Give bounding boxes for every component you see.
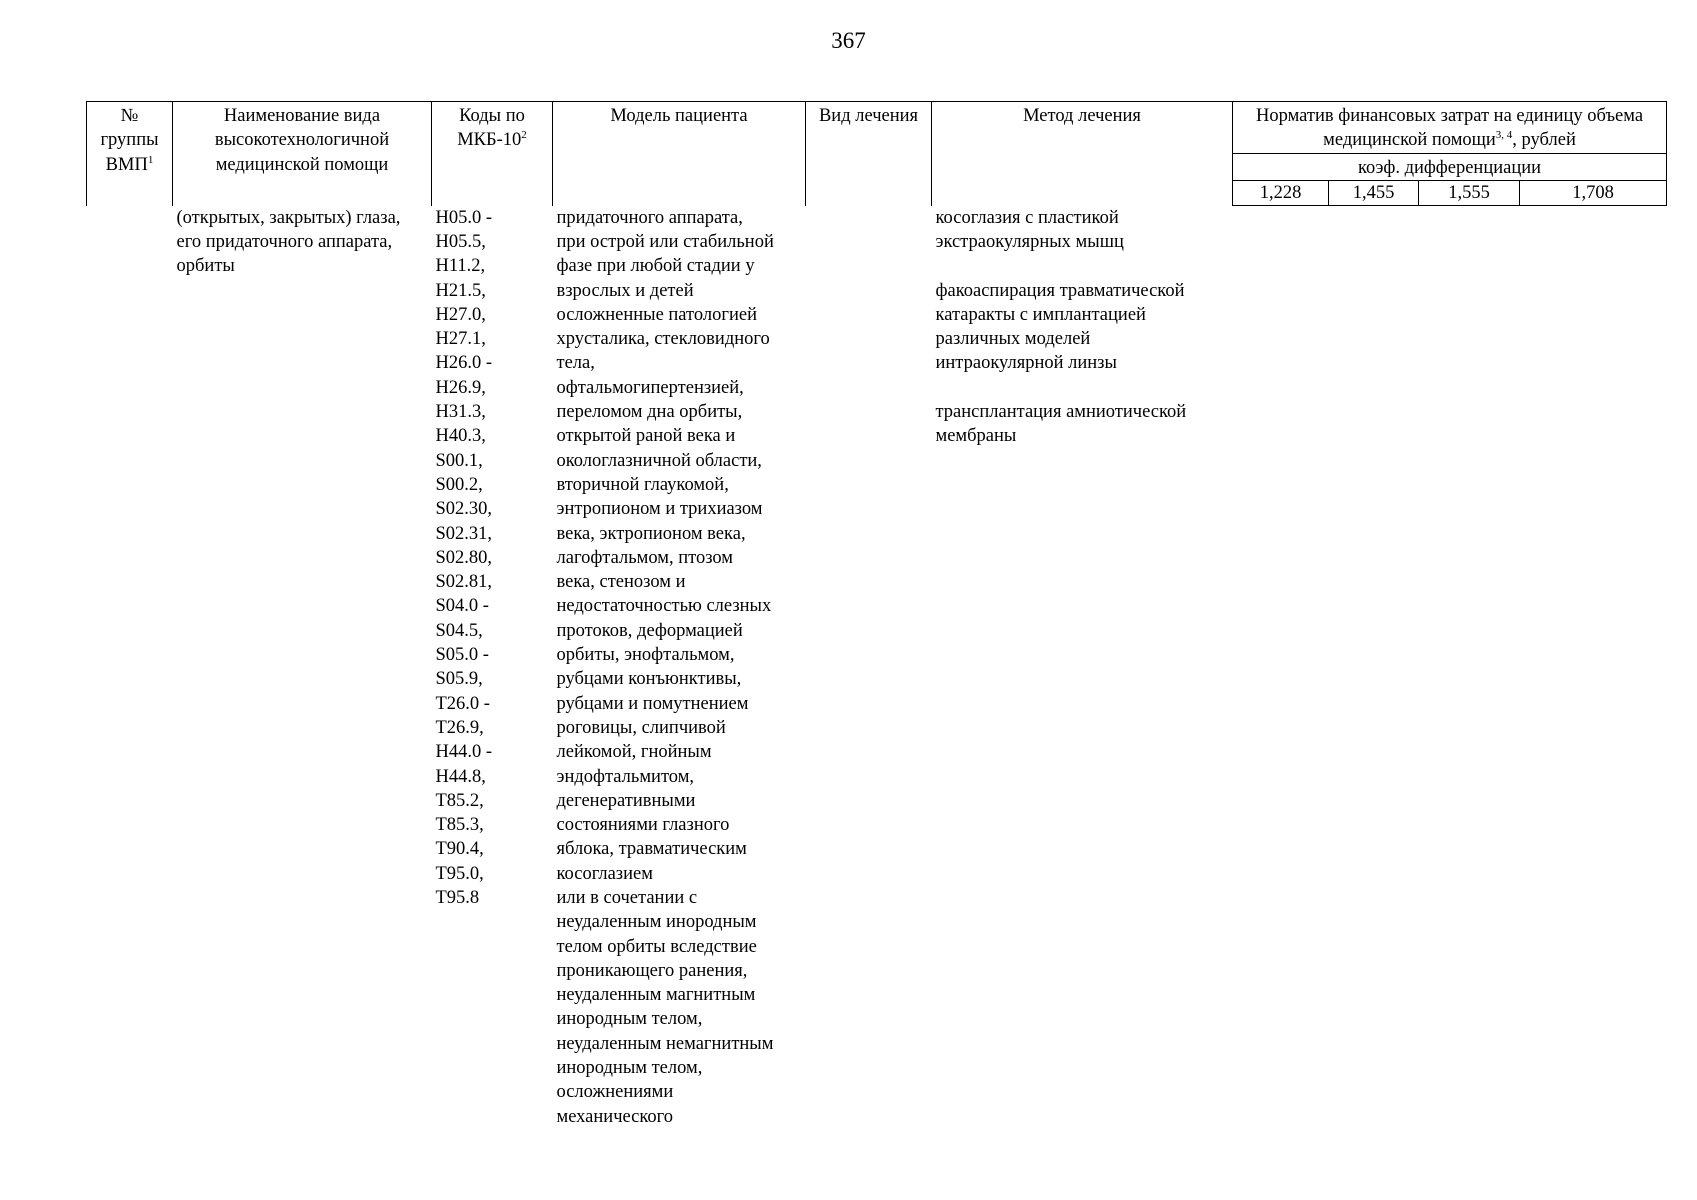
cell-icd10-codes: H05.0 - H05.5, H11.2, H21.5, H27.0, H27.1, H26.0 - H26.9, H31.3, H40.3, S00.1, S00.2, S02.30, S02.31, S02.80, S02.81, S04.0 - S04.5, S05.0 - S05.9, T26.0 - T26.9, H44.0 - H44.8, T85.2, T85.3, T90.4, T95.0, T95.8 [435, 207, 493, 908]
header-icd10-codes: Коды по МКБ-$10^2$ [432, 102, 553, 206]
cell-treatment-type [806, 206, 932, 1129]
cell-norm-3 [1419, 206, 1520, 1129]
cell-norm-2 [1329, 206, 1419, 1129]
header-treatment-type: Вид лечения [806, 102, 932, 206]
table-row [87, 206, 1667, 1129]
header-treatment-method: Метод лечения [932, 102, 1233, 206]
cell-norm-4 [1520, 206, 1667, 1129]
header-care-type-name: Наименование вида высокотехнологичной медицинской помощи [173, 102, 432, 206]
vmp-table [86, 101, 1667, 1129]
cell-patient-model: придаточного аппарата, при острой или стабильной фазе при любой стадии у взрослых и детей осложненные патологией хрусталика, стекловидного тела, офтальмогипертензией, переломом дна орбиты, открытой раной века и окологлазничной области, вторичной глаукомой, энтропионом и трихиазом века, эктропионом века, лагофтальмом, птозом века, стенозом и недостаточностью слезных протоков, деформацией орбиты, энофтальмом, рубцами конъюнктивы, рубцами и помутнением роговицы, слипчивой лейкомой, гнойным эндофтальмитом, дегенеративными состояниями глазного яблока, травматическим косоглазием или в сочетании с неудаленным инородным телом орбиты вследствие проникающего ранения, неудаленным магнитным инородным телом, неудаленным немагнитным инородным телом, осложнениями механического [556, 207, 774, 1127]
header-coef-label: коэф. дифференциации [1233, 153, 1667, 180]
cell-group-number [87, 206, 173, 1129]
header-group-number: № группы ВМП$^1$ [87, 102, 173, 206]
coef-value: 1,555 [1419, 180, 1520, 205]
coef-value: 1,455 [1329, 180, 1419, 205]
cell-care-type-name: (открытых, закрытых) глаза, его придаточного аппарата, орбиты [176, 207, 401, 277]
header-financial-norm: Норматив финансовых затрат на единицу объема медицинской помощи$^{3, 4}$, рублей [1233, 102, 1667, 154]
page-number: 367 [831, 28, 866, 53]
header-patient-model: Модель пациента [553, 102, 806, 206]
coef-value: 1,708 [1520, 180, 1667, 205]
cell-norm-1 [1233, 206, 1329, 1129]
coef-value: 1,228 [1233, 180, 1329, 205]
cell-treatment-method: косоглазия с пластикой экстраокулярных мышц факоаспирация травматической катаракты с имплантацией различных моделей интраокулярной линзы трансплантация амниотической мембраны [935, 207, 1187, 447]
